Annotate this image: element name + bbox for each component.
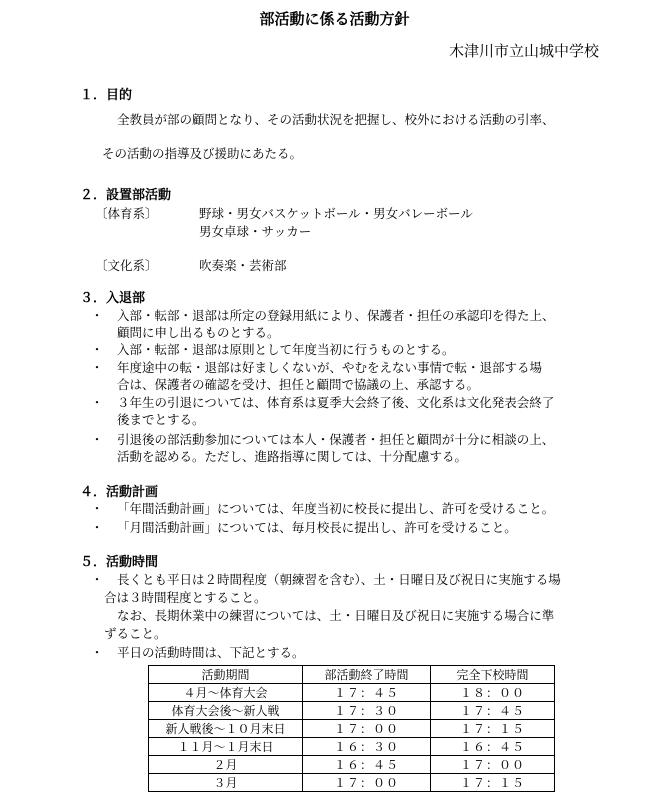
paragraph-line: 合は３時間程度とすること。 (104, 590, 267, 605)
table-row (149, 702, 555, 720)
activity-time-table (148, 665, 555, 792)
dismissal-time-cell: １７：１５ (431, 720, 555, 738)
bullet: ・ (90, 645, 104, 660)
list-item-line: 合は、保護者の確認を受け、担任と顧問で協議の上、承認する。 (117, 377, 480, 392)
period-cell: 体育大会後～新人戦 (149, 702, 303, 720)
section-1-line-1: 全教員が部の顧問となり、その活動状況を把握し、校外における活動の引率、 (117, 112, 555, 127)
list-item-line: 「年間活動計画」については、年度当初に校長に提出し、許可を受けること。 (117, 501, 555, 516)
list-item-line: 年度途中の転・退部は好ましくないが、やむをえない事情で転・退部する場 (117, 360, 543, 375)
end-time-cell: １７：００ (303, 774, 431, 792)
section-1-line-2: その活動の指導及び援助にあたる。 (102, 146, 303, 161)
column-header-period: 活動期間 (149, 666, 303, 684)
end-time-cell: １６：４５ (303, 756, 431, 774)
document-title: 部活動に係る活動方針 (259, 10, 410, 28)
list-item-line: 「月間活動計画」については、毎月校長に提出し、許可を受けること。 (117, 520, 517, 535)
dismissal-time-cell: １７：１５ (431, 774, 555, 792)
table-row (149, 756, 555, 774)
section-4-heading: ４．活動計画 (80, 485, 159, 500)
table-row (149, 738, 555, 756)
list-item-line: 後までとする。 (117, 412, 205, 427)
school-name: 木津川市立山城中学校 (448, 42, 599, 60)
club-list-sports-line-2: 男女卓球・サッカー (199, 224, 312, 239)
dismissal-time-cell: １８：００ (431, 684, 555, 702)
bullet: ・ (90, 395, 104, 410)
bullet: ・ (90, 501, 104, 516)
dismissal-time-cell: １６：４５ (431, 738, 555, 756)
end-time-cell: １６：３０ (303, 738, 431, 756)
dismissal-time-cell: １７：４５ (431, 702, 555, 720)
bullet: ・ (90, 432, 104, 447)
table-row (149, 684, 555, 702)
bullet: ・ (90, 360, 104, 375)
period-cell: 新人戦後～１０月末日 (149, 720, 303, 738)
list-item-line: 活動を認める。ただし、進路指導に関しては、十分配慮する。 (117, 449, 468, 464)
dismissal-time-cell: １７：００ (431, 756, 555, 774)
section-5-heading: ５．活動時間 (80, 555, 159, 570)
list-item-line: 顧問に申し出るものとする。 (117, 325, 280, 340)
period-cell: ２月 (149, 756, 303, 774)
list-item-line: 引退後の部活動参加については本人・保護者・担任と顧問が十分に相談の上、 (117, 432, 555, 447)
list-item-line: 入部・転部・退部は原則として年度当初に行うものとする。 (117, 342, 455, 357)
paragraph-line: ずること。 (104, 626, 167, 641)
bullet: ・ (90, 308, 104, 323)
club-group-label-sports: 〔体育系〕 (95, 206, 158, 221)
end-time-cell: １７：００ (303, 720, 431, 738)
list-item-line: 入部・転部・退部は所定の登録用紙により、保護者・担任の承認印を得た上、 (117, 308, 555, 323)
table-row (149, 720, 555, 738)
paragraph-line: なお、長期休業中の練習については、土・日曜日及び祝日に実施する場合に準 (117, 608, 555, 623)
paragraph-line: 平日の活動時間は、下記とする。 (117, 645, 305, 660)
club-list-sports-line-1: 野球・男女バスケットボール・男女バレーボール (199, 206, 473, 221)
column-header-end-time: 部活動終了時間 (303, 666, 431, 684)
end-time-cell: １７：３０ (303, 702, 431, 720)
paragraph-line: 長くとも平日は２時間程度（朝練習を含む）、土・日曜日及び祝日に実施する場 (117, 572, 561, 587)
end-time-cell: １７：４５ (303, 684, 431, 702)
table-header-row (149, 666, 555, 684)
section-1-heading: １．目的 (80, 88, 133, 103)
period-cell: １１月～１月末日 (149, 738, 303, 756)
section-2-heading: ２．設置部活動 (80, 188, 172, 203)
bullet: ・ (90, 572, 104, 587)
section-3-heading: ３．入退部 (80, 291, 146, 306)
column-header-dismissal-time: 完全下校時間 (431, 666, 555, 684)
club-list-culture-line-1: 吹奏楽・芸術部 (199, 258, 287, 273)
table-row (149, 774, 555, 792)
bullet: ・ (90, 342, 104, 357)
bullet: ・ (90, 520, 104, 535)
list-item-line: ３年生の引退については、体育系は夏季大会終了後、文化系は文化発表会終了 (117, 395, 555, 410)
period-cell: ４月～体育大会 (149, 684, 303, 702)
period-cell: ３月 (149, 774, 303, 792)
club-group-label-culture: 〔文化系〕 (95, 258, 158, 273)
